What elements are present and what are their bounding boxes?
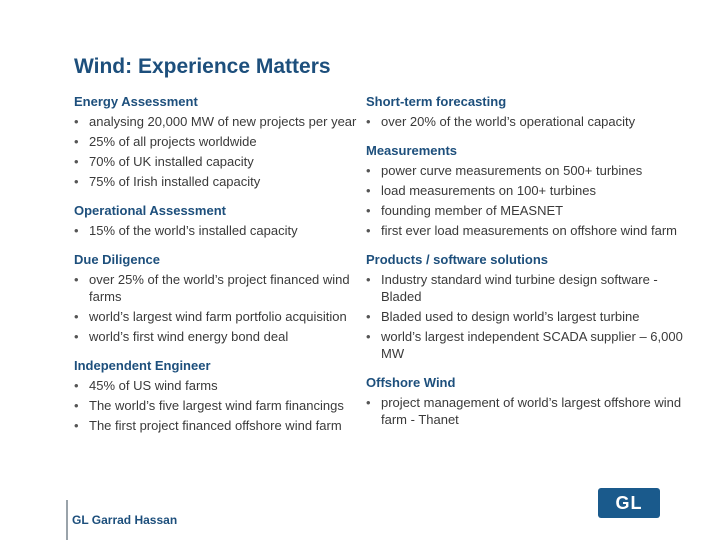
section-due-diligence: [74, 251, 364, 345]
section-heading: Energy Assessment: [74, 94, 198, 109]
bullet-item: • world’s first wind energy bond deal: [74, 328, 364, 345]
section-offshore-wind: [366, 374, 686, 428]
slide-title: Wind: Experience Matters: [74, 55, 331, 78]
bullet-item: • The world’s five largest wind farm financings: [74, 397, 364, 414]
right-column: [366, 93, 686, 440]
section-short-term-forecasting: [366, 93, 686, 130]
bullet-item: • project management of world’s largest offshore wind farm - Thanet: [366, 394, 686, 428]
section-heading: Measurements: [366, 143, 458, 158]
section-heading: Operational Assessment: [74, 203, 226, 218]
section-heading: Independent Engineer: [74, 358, 211, 373]
left-column: [74, 93, 364, 446]
bullet-item: • founding member of MEASNET: [366, 202, 686, 219]
section-products-software: [366, 251, 686, 362]
bullet-item: • 25% of all projects worldwide: [74, 133, 364, 150]
bullet-item: • analysing 20,000 MW of new projects per year: [74, 113, 364, 130]
section-heading: Due Diligence: [74, 252, 160, 267]
company-footer-logo: [66, 500, 177, 540]
gl-logo-text: GL: [615, 492, 643, 513]
section-heading: Short-term forecasting: [366, 94, 507, 109]
section-heading: Products / software solutions: [366, 252, 549, 267]
bullet-item: • load measurements on 100+ turbines: [366, 182, 686, 199]
section-operational-assessment: [74, 202, 364, 239]
company-name: GL Garrad Hassan: [72, 513, 178, 527]
section-energy-assessment: [74, 93, 364, 190]
section-heading: Offshore Wind: [366, 375, 456, 390]
bullet-item: • 70% of UK installed capacity: [74, 153, 364, 170]
bullet-item: • Bladed used to design world’s largest turbine: [366, 308, 686, 325]
bullet-item: • world’s largest wind farm portfolio acquisition: [74, 308, 364, 325]
gl-logo: [598, 488, 660, 518]
divider: [66, 500, 68, 540]
bullet-item: • first ever load measurements on offshore wind farm: [366, 222, 686, 239]
bullet-item: • over 25% of the world’s project financed wind farms: [74, 271, 364, 305]
bullet-item: • over 20% of the world’s operational capacity: [366, 113, 686, 130]
bullet-item: • The first project financed offshore wind farm: [74, 417, 364, 434]
section-independent-engineer: [74, 357, 364, 434]
bullet-item: • power curve measurements on 500+ turbines: [366, 162, 686, 179]
bullet-item: • 15% of the world’s installed capacity: [74, 222, 364, 239]
bullet-item: • 75% of Irish installed capacity: [74, 173, 364, 190]
bullet-item: • 45% of US wind farms: [74, 377, 364, 394]
bullet-item: • world’s largest independent SCADA supplier – 6,000 MW: [366, 328, 686, 362]
section-measurements: [366, 142, 686, 239]
bullet-item: • Industry standard wind turbine design software - Bladed: [366, 271, 686, 305]
